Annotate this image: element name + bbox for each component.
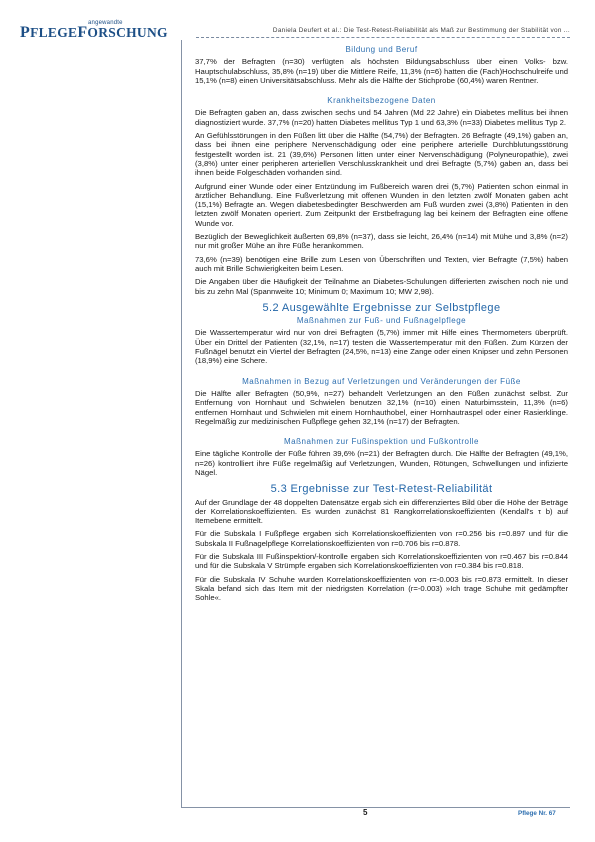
journal-issue: Pflege Nr. 67 — [518, 810, 556, 817]
body-paragraph: Die Befragten gaben an, dass zwischen sechs und 54 Jahren (Md 22 Jahre) ein Diabetes mellitus bei ihnen diagnostiziert wurde. 37,7% (n=20) hatten Diabetes mellitus Typ 1 und 63,3% (n=33) Diabetes mellitus Typ 2. — [195, 108, 568, 127]
footer-rule — [181, 807, 570, 808]
subsection-heading: Bildung und Beruf — [345, 45, 418, 54]
logo-word-pflege: FLEGE — [30, 25, 78, 40]
body-paragraph: Die Hälfte aller Befragten (50,9%, n=27) behandelt Verletzungen an den Füßen zunächst selbst. Zur Entfernung von Hornhaut und Schwielen benutzen 32,1% (n=10) einen Naturbimsstein, 11,3% (n=6) entfernen Hornhaut und Schwielen mit einem Hornhauthobel, einer Hornhautraspel oder einer Rasierklinge. Regelmäßig zur medizinischen Fußpflege gehen 32,1% (n=17) der Befragten. — [195, 388, 568, 426]
body-paragraph: Für die Subskala IV Schuhe wurden Korrelationskoeffizienten von r=-0.003 bis r=0.873 ermittelt. In dieser Skala befand sich das Item mit der niedrigsten Korrelation (r=-0.003) »Ich trage Schuhe mit gedämpfter Sohle«. — [195, 574, 568, 603]
logo-tagline: angewandte — [88, 20, 123, 26]
header-rule — [196, 37, 570, 38]
body-paragraph: 73,6% (n=39) benötigen eine Brille zum Lesen von Überschriften und Texten, vier Befragte (7,5%) haben auch mit Brille Schwierigkeiten beim Lesen. — [195, 254, 568, 273]
body-paragraph: Aufgrund einer Wunde oder einer Entzündung im Fußbereich waren drei (5,7%) Patienten schon einmal in ärztlicher Behandlung. Eine Fußverletzung mit offenen Wunden in den letzten zwölf Monaten gaben acht (15,1%) Befragte an. Wegen diabetesbedingter Beschwerden am Fuß wurden zwei (3,8%) Patienten in den letzten zwölf Monaten operiert. Zum Zeitpunkt der Erstbefragung lag bei keinem der Befragten eine offene Wunde vor. — [195, 181, 568, 228]
section-spacer — [195, 89, 568, 96]
body-paragraph: Die Angaben über die Häufigkeit der Teilnahme an Diabetes-Schulungen differierten zwischen noch nie und bis zu zehn Mal (Spannweite 10; Minimum 0; Maximum 10; MW 2,98). — [195, 277, 568, 296]
left-margin-rule — [181, 40, 182, 807]
section-spacer — [195, 430, 568, 437]
body-paragraph: Auf der Grundlage der 48 doppelten Datensätze ergab sich ein differenziertes Bild über die Höhe der Beträge der Korrelationskoeffizienten. Es wurden zunächst 81 Rangkorrelationskoeffizienten (Kendall's τ b) auf Itemebene ermittelt. — [195, 497, 568, 526]
logo-letter-p: P — [20, 24, 31, 41]
section-spacer — [195, 370, 568, 377]
running-head: Daniela Deufert et al.: Die Test-Retest-Reliabilität als Maß zur Bestimmung der Stabilität von ... — [272, 27, 570, 34]
body-paragraph: Die Wassertemperatur wird nur von drei Befragten (5,7%) immer mit Hilfe eines Thermometers überprüft. Über ein Drittel der Patienten (32,1%, n=17) testen die Wassertemperatur mit den Füßen. Zum Kürzen der Fußnägel benutzt ein Viertel der Befragten (24,5%, n=13) eine Zange oder einen Knipser und zehn Personen (18,9%) eine Schere. — [195, 328, 568, 366]
logo-word-forschung: ORSCHUNG — [87, 25, 168, 40]
body-paragraph: Für die Subskala III Fußinspektion/-kontrolle ergaben sich Korrelationskoeffizienten von r=0.467 bis r=0.844 und für die Subskala V Strümpfe ergaben sich Korrelationskoeffizienten von r=0.384 bis r=0.818. — [195, 552, 568, 571]
logo-wordmark — [20, 24, 170, 42]
logo-letter-f: F — [77, 24, 88, 41]
article-body — [195, 45, 568, 607]
body-paragraph: Für die Subskala I Fußpflege ergaben sich Korrelationskoeffizienten von r=0.256 bis r=0.897 und für die Subskala II Fußnagelpflege Korrelationskoeffizienten von r=0.706 bis r=0.878. — [195, 529, 568, 548]
journal-logo — [20, 20, 170, 42]
subsection-heading: Maßnahmen zur Fußinspektion und Fußkontrolle — [284, 437, 479, 447]
subsection-heading: Maßnahmen zur Fuß- und Fußnagelpflege — [296, 316, 467, 326]
section-heading: 5.2 Ausgewählte Ergebnisse zur Selbstpflege — [262, 301, 501, 314]
page-number: 5 — [363, 808, 368, 817]
section-heading: 5.3 Ergebnisse zur Test-Retest-Reliabilität — [270, 483, 493, 496]
body-paragraph: An Gefühlsstörungen in den Füßen litt über die Hälfte (54,7%) der Befragten. 26 Befragte (49,1%) gaben an, dass bei ihnen eine periphere Nervenschädigung oder eine periphere arterielle Durchblutungsstörung festgestellt worden ist. 21 (39,6%) Personen litten unter einer Nervenschädigung (Polyneuropathie), zwei (3,8%) unter einer peripheren arteriellen Verschlusskrankheit und drei Befragte (5,7%) gaben an, dass bei ihnen beide Folgeschäden vorhanden sind. — [195, 131, 568, 178]
body-paragraph: 37,7% der Befragten (n=30) verfügten als höchsten Bildungsabschluss über einen Volks- bzw. Hauptschulabschluss, 35,8% (n=19) über die Mittlere Reife, 11,3% (n=6) hatten die (Fach)Hochschulreife und 15,1% (n=8) einen Universitätsabschluss. Mehr als die Hälfte der Stichprobe (60,4%) waren Rentner. — [195, 57, 568, 85]
subsection-heading: Krankheitsbezogene Daten — [327, 96, 436, 106]
subsection-heading: Maßnahmen in Bezug auf Verletzungen und Veränderungen der Füße — [242, 376, 521, 386]
body-paragraph: Bezüglich der Beweglichkeit äußerten 69,8% (n=37), dass sie leicht, 26,4% (n=14) mit Mühe und 3,8% (n=2) nur mit großer Mühe an ihre Füße herankommen. — [195, 232, 568, 251]
body-paragraph: Eine tägliche Kontrolle der Füße führen 39,6% (n=21) der Befragten durch. Die Hälfte der Befragten (49,1%, n=26) kontrolliert ihre Füße regelmäßig auf Verletzungen, Wunden, Rötungen, Schwellungen und infizierte Nägel. — [195, 449, 568, 477]
